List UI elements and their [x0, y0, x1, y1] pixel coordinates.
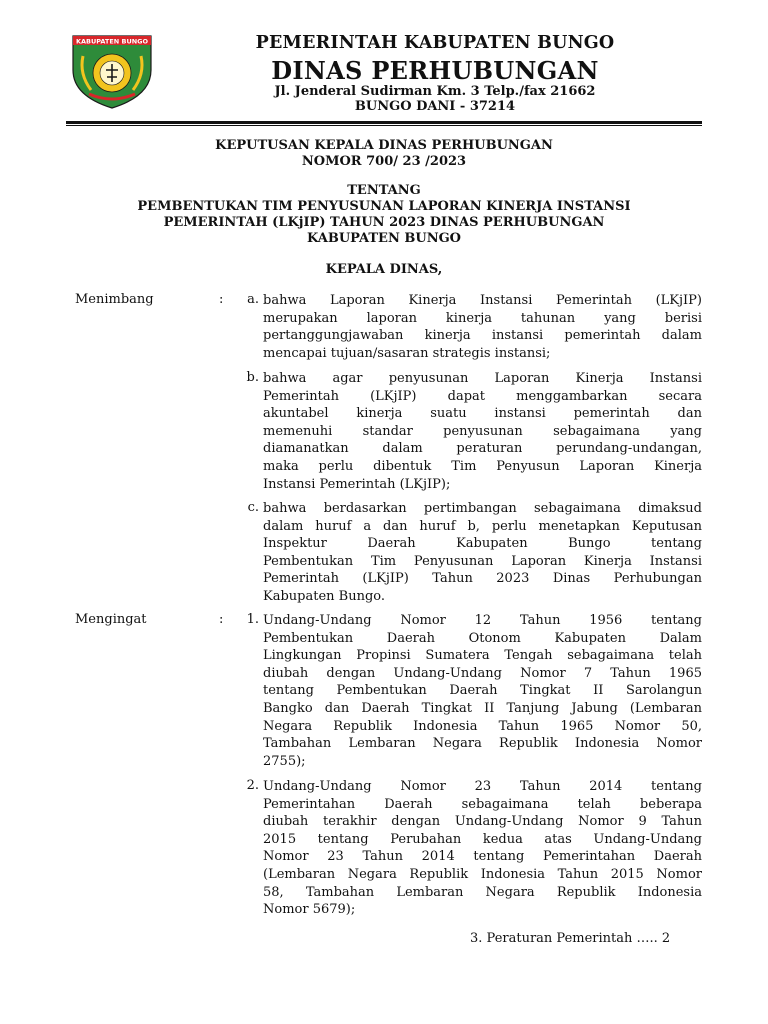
- mengingat-item-2: Undang-Undang Nomor 23 Tahun 2014 tentang Pemerintahan Daerah sebagaimana telah beberapa diubah terakhir dengan Undang-Undang Nomor 9 Tahun 2015 tentang Perubahan kedua atas Undang-Undang Nomor 23 Tahun 2014 tentang Pemerintahan Daerah (Lembaran Negara Republik Indonesia Tahun 2015 Nomor 58, Tambahan Lembaran Negara Republik Indonesia Nomor 5679);: [263, 779, 702, 918]
- menimbang-item-a: bahwa Laporan Kinerja Instansi Pemerintah (LKjIP) merupakan laporan kinerja tahunan yang berisi pertanggungjawaban kinerja instansi pemerintah dalam mencapai tujuan/sasaran strategis instansi;: [263, 293, 702, 361]
- decree-subject-3: KABUPATEN BUNGO: [306, 231, 461, 246]
- item-marker: 2.: [246, 778, 259, 793]
- item-marker: b.: [246, 370, 259, 385]
- kepala-dinas-heading: KEPALA DINAS,: [325, 262, 443, 277]
- decree-subject-2: PEMERINTAH (LKjIP) TAHUN 2023 DINAS PERHUBUNGAN: [163, 215, 605, 230]
- decree-subject-1: PEMBENTUKAN TIM PENYUSUNAN LAPORAN KINERJA INSTANSI: [137, 199, 631, 214]
- mengingat-colon: :: [219, 612, 224, 627]
- item-marker: a.: [247, 292, 259, 307]
- decree-title: KEPUTUSAN KEPALA DINAS PERHUBUNGAN: [215, 138, 553, 153]
- item-marker: 1.: [246, 612, 259, 627]
- decree-number: NOMOR 700/ 23 /2023: [301, 154, 467, 169]
- mengingat-label: Mengingat: [75, 612, 147, 627]
- regency-logo: [69, 30, 155, 110]
- menimbang-item-c: bahwa berdasarkan pertimbangan sebagaimana dimaksud dalam huruf a dan huruf b, perlu menetapkan Keputusan Inspektur Daerah Kabupaten Bungo tentang Pembentukan Tim Penyusunan Laporan Kinerja Instansi Pemerintah (LKjIP) Tahun 2023 Dinas Perhubungan Kabupaten Bungo.: [263, 501, 702, 604]
- mengingat-item-1: Undang-Undang Nomor 12 Tahun 1956 tentang Pembentukan Daerah Otonom Kabupaten Dalam Lingkungan Propinsi Sumatera Tengah sebagaimana telah diubah dengan Undang-Undang Nomor 7 Tahun 1965 tentang Pembentukan Daerah Tingkat II Sarolangun Bangko dan Daerah Tingkat II Tanjung Jabung (Lembaran Negara Republik Indonesia Tahun 1965 Nomor 50, Tambahan Lembaran Negara Republik Indonesia Nomor 2755);: [263, 613, 702, 769]
- agency-address: Jl. Jenderal Sudirman Km. 3 Telp./fax 21662: [274, 84, 596, 99]
- agency-name: DINAS PERHUBUNGAN: [271, 56, 599, 85]
- menimbang-label: Menimbang: [75, 292, 154, 307]
- header-divider-thin: [66, 125, 702, 126]
- header-divider: [66, 121, 702, 124]
- tentang-heading: TENTANG: [347, 183, 421, 198]
- menimbang-colon: :: [219, 292, 224, 307]
- logo-text: KABUPATEN BUNGO: [75, 37, 149, 46]
- agency-city: BUNGO DANI - 37214: [354, 99, 516, 114]
- page-continuation: 3. Peraturan Pemerintah ….. 2: [470, 931, 671, 946]
- government-name: PEMERINTAH KABUPATEN BUNGO: [255, 33, 615, 53]
- menimbang-item-b: bahwa agar penyusunan Laporan Kinerja Instansi Pemerintah (LKjIP) dapat menggambarkan secara akuntabel kinerja suatu instansi pemerintah dan memenuhi standar penyusunan sebagaimana yang diamanatkan dalam peraturan perundang-undangan, maka perlu dibentuk Tim Penyusun Laporan Kinerja Instansi Pemerintah (LKjIP);: [263, 371, 702, 492]
- item-marker: c.: [247, 500, 259, 515]
